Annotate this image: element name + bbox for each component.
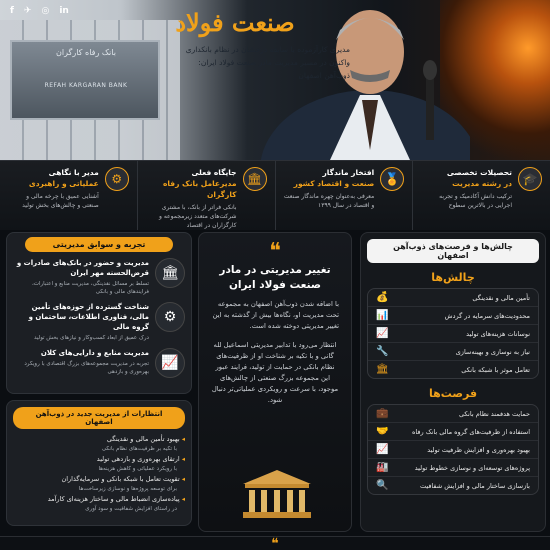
hero-desc-line: ذوب‌آهن اصفهان	[298, 71, 350, 80]
social-links	[10, 6, 69, 16]
expectation-sub: در راستای افزایش شفافیت و سود آوری	[85, 506, 177, 512]
stat-desc: ترکیب دانش آکادمیک و تجربه اجرایی در بالاترین سطوح	[439, 193, 512, 209]
experience-title: مدیریت منابع و دارایی‌های کلان	[40, 349, 149, 357]
experience-title: شناخت گسترده از حوزه‌های تأمین مالی، فناوری اطلاعات، ساختمان و گروه مالی	[28, 303, 149, 331]
stat-item	[412, 161, 550, 230]
stat-item	[137, 161, 275, 230]
expectation-sub: با تکیه بر ظرفیت‌های نظام بانکی	[101, 446, 177, 452]
stat-desc: آشنایی عمیق با چرخه مالی و صنعتی و چالش‌های بخش تولید	[22, 193, 99, 209]
telegram-icon[interactable]: ✈	[23, 6, 32, 16]
experience-desc: تسلط بر مسائل نقدینگی، مدیریت منابع و اعتبارات، فرایندهای مالی و بانکی	[32, 281, 149, 295]
expectation-item: ◂ تقویت تعامل با شبکه بانکی و سرمایه‌گذاران	[13, 473, 185, 485]
right-column	[360, 232, 546, 532]
quote-icon: ❝	[271, 536, 279, 550]
hero-description	[120, 43, 350, 82]
experience-desc: درک عمیق از ابعاد کسب‌وکار و نیازهای بخش تولید	[33, 335, 149, 341]
gears-icon: ⚙	[155, 302, 185, 332]
tools-icon: 🔧	[376, 346, 389, 357]
challenges-title: چالش‌ها	[431, 271, 475, 284]
opportunities-list	[367, 404, 539, 495]
bank-icon: 🏛	[155, 258, 185, 288]
stat-title: تحصیلات تخصصی در رشته مدیریت	[446, 168, 512, 188]
stat-desc: بانکی فراتر از بانک، با مشتری شرکت‌های متعدد زیرمجموعه و کارگزاران در اقتصاد	[159, 204, 237, 229]
middle-title: تغییر مدیریتی در مادر صنعت فولاد ایران	[219, 264, 331, 291]
medal-icon: 🏅	[380, 167, 404, 191]
challenge-item: تعامل موثر با شبکه بانکی 🏛	[376, 364, 530, 375]
expectations-card	[6, 400, 192, 526]
hero-desc-line: واکنون در مسیر مدیریت مادر صنعت فولاد ایران:	[198, 58, 350, 67]
opportunity-item: حمایت هدفمند نظام بانکی 💼	[368, 405, 538, 423]
growth-chart-icon: 📈	[155, 348, 185, 378]
expectation-item: ◂ ارتقای بهره‌وری و بازدهی تولید	[13, 453, 185, 465]
experience-item	[13, 258, 185, 296]
hero-desc-line: مدیری کارآزموده با سابقه درخشان در نظام بانکداری	[185, 45, 350, 54]
challenges-opportunities-heading: چالش‌ها و فرصت‌های ذوب‌آهن اصفهان	[367, 239, 539, 263]
briefcase-icon: 💼	[376, 408, 389, 419]
middle-paragraph: انتظار می‌رود با تدابیر مدیریتی اسماعیل لله گانی و با تکیه بر شناخت او از ظرفیت‌های نظام بانکی در حمایت از تولید، فرایند عبور این مجموعه بزرگ صنعتی از چالش‌های موجود، با سرعت و رویکردی عملیاتی‌تر دنبال شود.	[211, 341, 339, 404]
expectation-sub: برای توسعه پروژه‌ها و نوسازی زیرساخت‌ها	[78, 486, 177, 492]
stat-item	[275, 161, 413, 230]
stat-desc: معرفی به‌عنوان چهره ماندگار صنعت و اقتصاد در سال ۱۳۹۹	[283, 193, 375, 209]
opportunity-item: بازسازی ساختار مالی و افزایش شفافیت 🔍	[376, 480, 530, 491]
experience-title: مدیریت و حضور در بانک‌های صادرات و قرض‌الحسنه مهر ایران	[16, 259, 149, 277]
stat-item	[0, 161, 137, 230]
instagram-icon[interactable]: ◎	[41, 6, 50, 16]
experience-item	[13, 348, 185, 378]
challenge-item: نیاز به نوسازی و بهینه‌سازی 🔧	[368, 343, 538, 361]
bank-icon: 🏛	[376, 364, 389, 375]
opportunity-item: استفاده از ظرفیت‌های گروه مالی بانک رفاه 🤝	[368, 423, 538, 441]
opportunity-item: پروژه‌های توسعه‌ای و نوسازی خطوط تولید 🏭	[368, 459, 538, 477]
handshake-icon: 🤝	[376, 426, 389, 437]
experience-item	[13, 302, 185, 342]
gear-icon: ⚙	[105, 167, 129, 191]
expectation-item: ◂ بهبود تأمین مالی و نقدینگی	[13, 433, 185, 445]
middle-column	[198, 232, 352, 532]
stat-title: افتخار ماندگار صنعت و اقتصاد کشور	[293, 168, 375, 188]
stat-title: مدیر با نگاهی عملیاتی و راهبردی	[28, 168, 99, 188]
bars-icon: 📈	[376, 328, 389, 339]
bank-sign-en: REFAH KARGARAN BANK	[44, 82, 128, 89]
challenge-item: تأمین مالی و نقدینگی 💰	[368, 289, 538, 307]
search-chart-icon: 🔍	[376, 480, 389, 491]
stat-title: جایگاه فعلی مدیرعامل بانک رفاه کارگران	[162, 168, 237, 199]
expectations-heading: انتظارات از مدیریت جدید در ذوب‌آهن اصفهان	[13, 407, 185, 429]
linkedin-icon[interactable]: in	[59, 6, 69, 16]
challenge-item: نوسانات هزینه‌های تولید 📈	[368, 325, 538, 343]
opportunity-item: بهبود بهره‌وری و افزایش ظرفیت تولید 📈	[368, 441, 538, 459]
opportunities-title: فرصت‌ها	[428, 387, 478, 400]
middle-paragraph: با اضافه شدن ذوب‌آهن اصفهان به مجموعه تحت مدیریت او، نگاه‌ها بیش از گذشته به این تغییر مدیریتی دوخته شده است.	[212, 300, 339, 330]
quote-icon: ❝	[269, 239, 281, 264]
graduation-cap-icon: 🎓	[518, 167, 542, 191]
coins-icon: 💰	[376, 292, 389, 303]
bank-sign: بانک رفاه کارگران	[56, 48, 116, 57]
hero-text	[120, 8, 350, 82]
growth-icon: 📈	[376, 444, 389, 455]
bottom-strip	[0, 536, 550, 550]
experience-card	[6, 232, 192, 394]
page-title: صنعت فولاد	[175, 8, 295, 37]
factory-icon: 🏭	[376, 462, 389, 473]
challenge-item: محدودیت‌های سرمایه در گردش 📊	[368, 307, 538, 325]
hero-banner	[0, 0, 550, 160]
left-column	[6, 232, 192, 526]
facebook-icon[interactable]: f	[10, 6, 14, 16]
chart-icon: 📊	[376, 310, 389, 321]
stats-band	[0, 160, 550, 230]
bank-icon: 🏛	[243, 167, 267, 191]
challenges-list	[367, 288, 539, 379]
expectation-sub: با رویکرد عملیاتی و کاهش هزینه‌ها	[98, 466, 177, 472]
experience-heading: تجربه و سوابق مدیریتی	[25, 237, 173, 252]
experience-desc: تجربه در مدیریت مجموعه‌های بزرگ اقتصادی با رویکرد بهره‌وری و بازدهی	[24, 361, 149, 375]
expectation-item: ◂ پیاده‌سازی انضباط مالی و ساختار هزینه‌ای کارآمد	[13, 493, 185, 505]
bank-building-icon	[239, 468, 315, 520]
